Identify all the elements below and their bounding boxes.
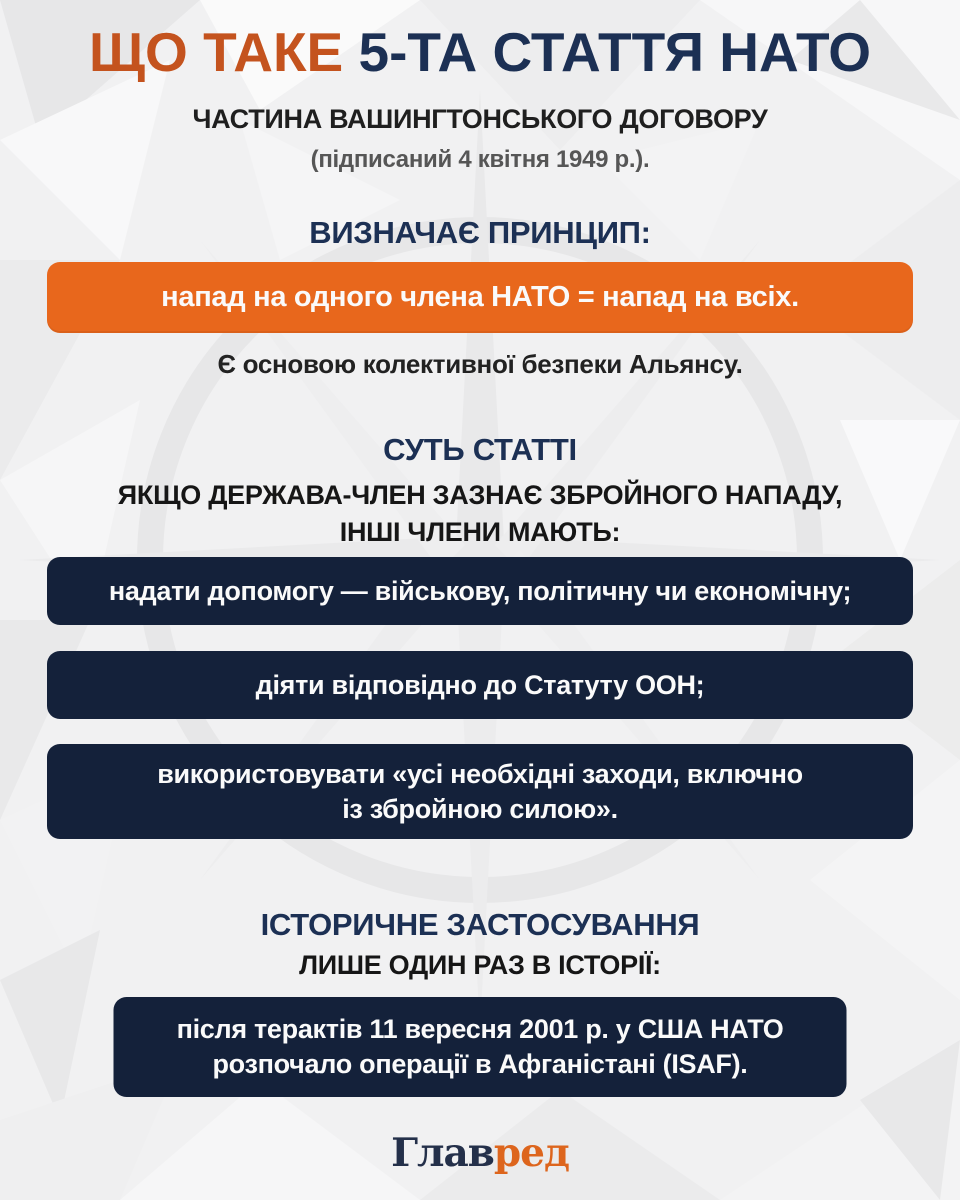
glavred-logo-part2: ред	[493, 1130, 569, 1176]
history-banner-line1: після терактів 11 вересня 2001 р. у США НАТО	[176, 1014, 784, 1044]
glavred-logo-part1: Глав	[391, 1130, 494, 1176]
principle-banner	[47, 262, 913, 333]
history-banner-line2: розпочало операції в Афганістані (ISAF).	[212, 1049, 748, 1079]
subtitle: ЧАСТИНА ВАШИНГТОНСЬКОГО ДОГОВОРУ	[192, 104, 768, 134]
history-banner	[114, 997, 847, 1097]
page-title-rest: 5-ТА СТАТТЯ НАТО	[358, 21, 871, 83]
essence-condition-line1: ЯКЩО ДЕРЖАВА-ЧЛЕН ЗАЗНАЄ ЗБРОЙНОГО НАПАДУ,	[117, 480, 843, 510]
essence-item-banner-2	[47, 651, 913, 719]
page-title	[0, 22, 960, 83]
essence-item-3-line2: із збройною силою».	[342, 793, 618, 824]
essence-item-banner-3	[47, 744, 913, 839]
essence-item-banner-1	[47, 557, 913, 625]
principle-note: Є основою колективної безпеки Альянсу.	[217, 349, 743, 379]
essence-condition-line2: ІНШІ ЧЛЕНИ МАЮТЬ:	[339, 517, 621, 547]
history-subheading: ЛИШЕ ОДИН РАЗ В ІСТОРІЇ:	[299, 950, 661, 980]
history-heading: ІСТОРИЧНЕ ЗАСТОСУВАННЯ	[260, 907, 700, 942]
principle-heading: ВИЗНАЧАЄ ПРИНЦИП:	[309, 215, 651, 250]
page-title-highlight: ЩО ТАКЕ	[89, 21, 359, 83]
essence-condition	[0, 477, 960, 551]
glavred-logo	[0, 1130, 960, 1176]
essence-item-1-text: надати допомогу — військову, політичну чи економічну;	[108, 575, 852, 606]
principle-banner-text: напад на одного члена НАТО = напад на всіх.	[161, 281, 799, 313]
essence-item-2-text: діяти відповідно до Статуту ООН;	[255, 669, 705, 700]
essence-heading: СУТЬ СТАТТІ	[383, 432, 577, 467]
treaty-date-note: (підписаний 4 квітня 1949 р.).	[310, 146, 650, 173]
essence-item-3-line1: використовувати «усі необхідні заходи, включно	[157, 758, 803, 789]
